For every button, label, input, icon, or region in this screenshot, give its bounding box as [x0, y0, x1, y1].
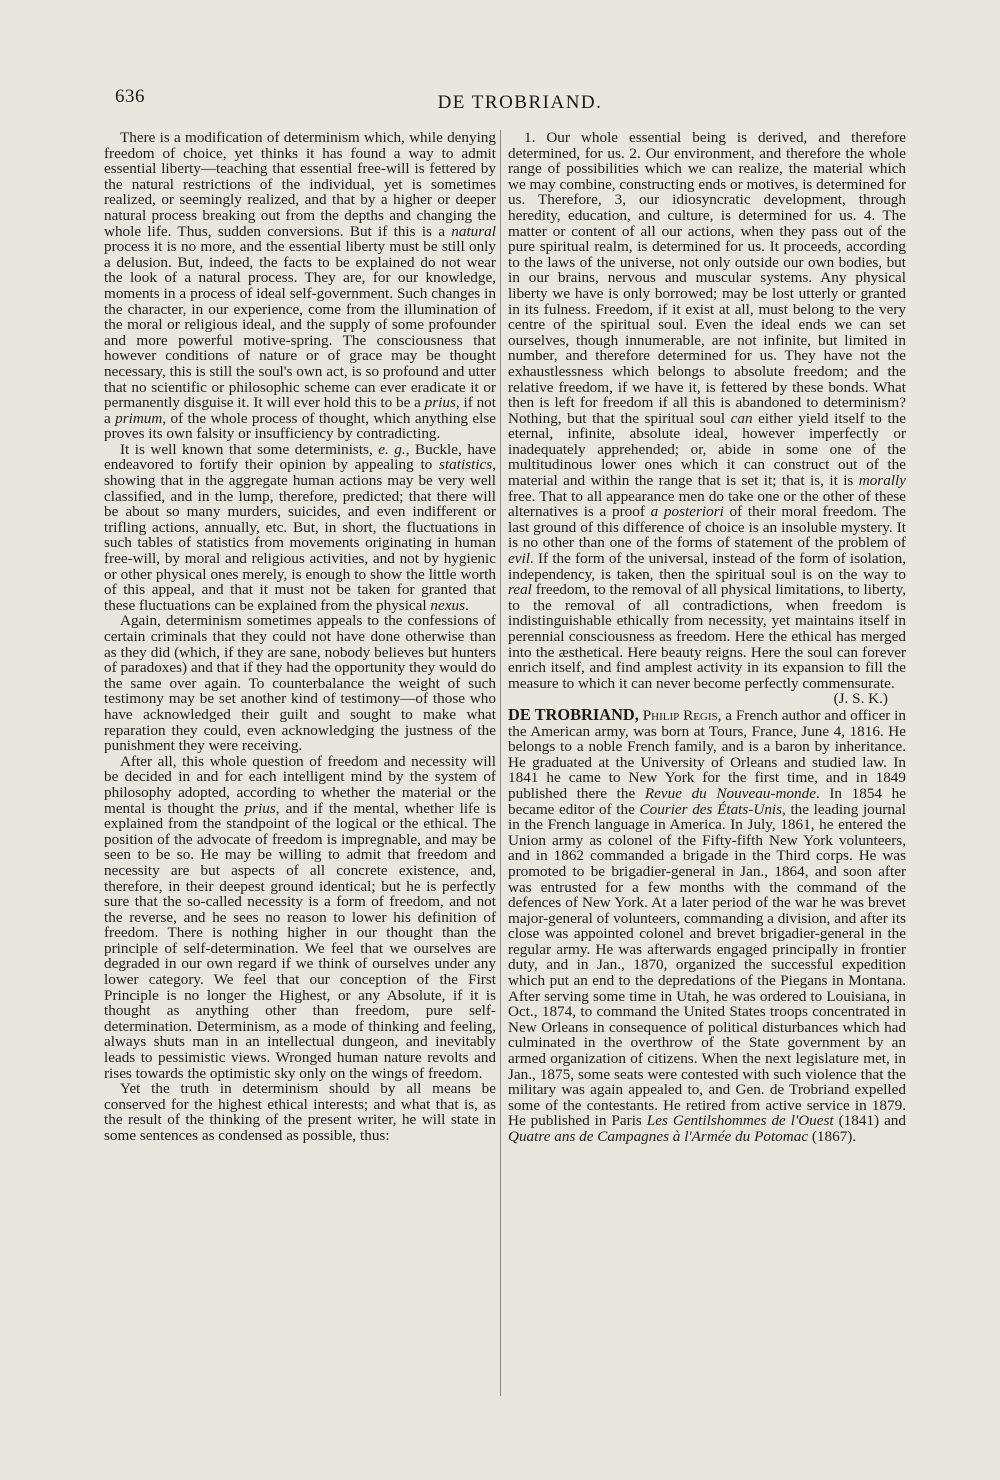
entry-paragraph: DE TROBRIAND, Philip Regis, a French author and officer in the American army, was born at Tours, France, June 4, 1816. He belongs to a noble French family, and is a baron by inheritance. He graduated at the University of Orleans and studied law. In 1841 he came to New York for the first time, and in 1849 published there the Revue du Nouveau-monde. In 1854 he became editor of the Courier des États-Unis, the leading journal in the French language in America. In July, 1861, he entered the Union army as colonel of the Fifty-fifth New York volunteers, and in 1862 commanded a brigade in the Third corps. He was promoted to be brigadier-general in Jan., 1864, and soon after was entrusted for a few months with the command of the defences of New York. At a later period of the war he was brevet major-general of volunteers, commanding a division, and after its close was appointed colonel and brevet brigadier-general in the regular army. He was afterwards engaged principally in frontier duty, and in Jan., 1870, organized the successful expedition which put an end to the depredations of the Piegans in Montana. After serving some time in Utah, he was ordered to Louisiana, in Oct., 1874, to command the United States troops concentrated in New Orleans in consequence of political disturbances which had culminated in the overthrow of the State government by an armed organization of citizens. When the next legislature met, in Jan., 1875, some seats were contested with such violence that the military was again appealed to, and Gen. de Trobriand expelled some of the contestants. He retired from active service in 1879. He published in Paris Les Gentilshommes de l'Ouest (1841) and Quatre ans de Campagnes à l'Armée du Potomac (1867).: [508, 704, 906, 1145]
author-initials: (J. S. K.): [833, 690, 888, 708]
running-head: DE TROBRIAND.: [437, 92, 603, 113]
paragraph: Yet the truth in determinism should by all means be conserved for the highest ethical interests; and what that is, as the result of the thinking of the present writer, he will state in some sentences as condensed as possible, thus:: [104, 1080, 496, 1144]
entry-headword: DE TROBRIAND,: [508, 704, 639, 724]
paragraph: There is a modification of determinism which, while denying freedom of choice, yet thinks it has found a way to admit essential liberty—teaching that essential free-will is fettered by the natural restrictions of the individual, yet is sometimes realized, or seemingly realized, and that by a higher or deeper natural process breaking out from the depths and changing the whole life. Thus, sudden conversions. But if this is a natural process it is no more, and the essential liberty must be still only a delusion. But, indeed, the facts to be explained do not wear the look of a natural process. They are, for our knowledge, moments in a process of ideal self-government. Such changes in the character, in our experience, come from the illumination of the moral or religious ideal, and the supply of some profounder and more powerful motive-spring. The consciousness that however conditions of nature or of grace may be thought necessary, this is still the soul's own act, is so profound and utter that no scientific or philosophic scheme can ever eradicate it or permanently disguise it. It will ever hold this to be a prius, if not a primum, of the whole process of thought, which anything else proves its own falsity or insufficiency by contradicting.: [104, 129, 497, 443]
paragraph: After all, this whole question of freedom and necessity will be decided in and for each intelligent mind by the system of philosophy adopted, according to whether the material or the mental is thought the prius, and if the mental, whether life is explained from the standpoint of the logical or the ethical. The position of the advocate of freedom is impregnable, and may be seen to be so. He may be willing to admit that freedom and necessity are but aspects of all concrete existence, and, therefore, in their deepest ground identical; but he is perfectly sure that the so-called necessity is a form of freedom, and not the reverse, and he sees no reason to lower his definition of freedom. There is nothing higher in our thought than the principle of self-determination. We feel that we ourselves are degraded in our own regard if we think of ourselves under any lower category. We feel that our conception of the First Principle is no longer the Highest, or any Absolute, if it is thought as anything other than freedom, pure self-determination. Determinism, as a mode of thinking and feeling, always shuts man in an intellectual dungeon, and inevitably leads to pessimistic views. Wronged human nature revolts and rises towards the optimistic sky only on the wings of freedom.: [104, 752, 496, 1082]
paragraph: Again, determinism sometimes appeals to the confessions of certain criminals that they could not have done otherwise than as they did (which, if they are sane, nobody believes but hunters of paradoxes) and that if they had the opportunity they would do the same over again. To counterbalance the weight of such testimony may be set another kind of testimony—of those who have acknowledged their guilt and sought to make what reparation they could, even acknowledging the justness of the punishment they were receiving.: [104, 612, 496, 755]
column-rule: [500, 130, 501, 1396]
right-column: [508, 130, 906, 1145]
entry-given-names: Philip Regis: [642, 706, 718, 724]
paragraph: It is well known that some determinists, e. g., Buckle, have endeavored to fortify their opinion by appealing to statistics, showing that in the aggregate human actions may be very well classified, and in the lump, therefore, predicted; that there will be about so many murders, suicides, and even indifferent or trifling actions, annually, etc. But, in short, the fluctuations in such tables of statistics from movements originating in human free-will, by moral and religious activities, and not by hygienic or other physical ones merely, is enough to show the little worth of this appeal, and that it must not be taken for granted that these fluctuations can be explained from the physical nexus.: [104, 440, 496, 614]
page-number: 636: [115, 86, 145, 107]
left-column: [104, 130, 496, 1144]
paragraph: 1. Our whole essential being is derived, and therefore determined, for us. 2. Our environment, and therefore the whole range of possibilities which we can realize, the material which we may combine, constructing ends or motives, is determined for us. Therefore, 3, our idiosyncratic development, through heredity, education, and culture, is determined for us. 4. The matter or content of all our actions, when they pass out of the pure spiritual realm, is determined for us. It proceeds, according to the laws of the universe, not only outside our own bodies, but in our brains, nervous and muscular systems. Any physical liberty we have is only borrowed; may be lost utterly or granted in its fulness. Freedom, if it exist at all, must belong to the very centre of the spiritual soul. Even the ideal ends we can set ourselves, though innumerable, are not infinite, but limited in number, and therefore determined for us. They have not the exhaustlessness which belongs to absolute freedom; and the relative freedom, if we have it, is fettered by these bonds. What then is left for freedom if all this is abandoned to determinism? Nothing, but that the spiritual soul can either yield itself to the eternal, infinite, absolute ideal, however imperfectly or inadequately apprehended; or, abide in some one of the multitudinous lower ones which it can construct out of the material and within the range that is set it; that is, it is morally free. That to all appearance men do take one or the other of these alternatives is a proof a posteriori of their moral freedom. The last ground of this difference of choice is an insoluble mystery. It is no other than one of the forms of statement of the problem of evil. If the form of the universal, instead of the form of isolation, independency, is taken, then the spiritual soul is on the way to real freedom, to the removal of all physical limitations, to liberty, to the removal of all contradictions, when freedom is indistinguishable ethically from necessity, yet maintains itself in perennial consciousness as freedom. Here the ethical has merged into the æsthetical. Here beauty reigns. Here the soul can forever enrich itself, and find amplest activity in its expansion to fill the measure to which it can never become perfectly commensurate.: [508, 129, 907, 692]
